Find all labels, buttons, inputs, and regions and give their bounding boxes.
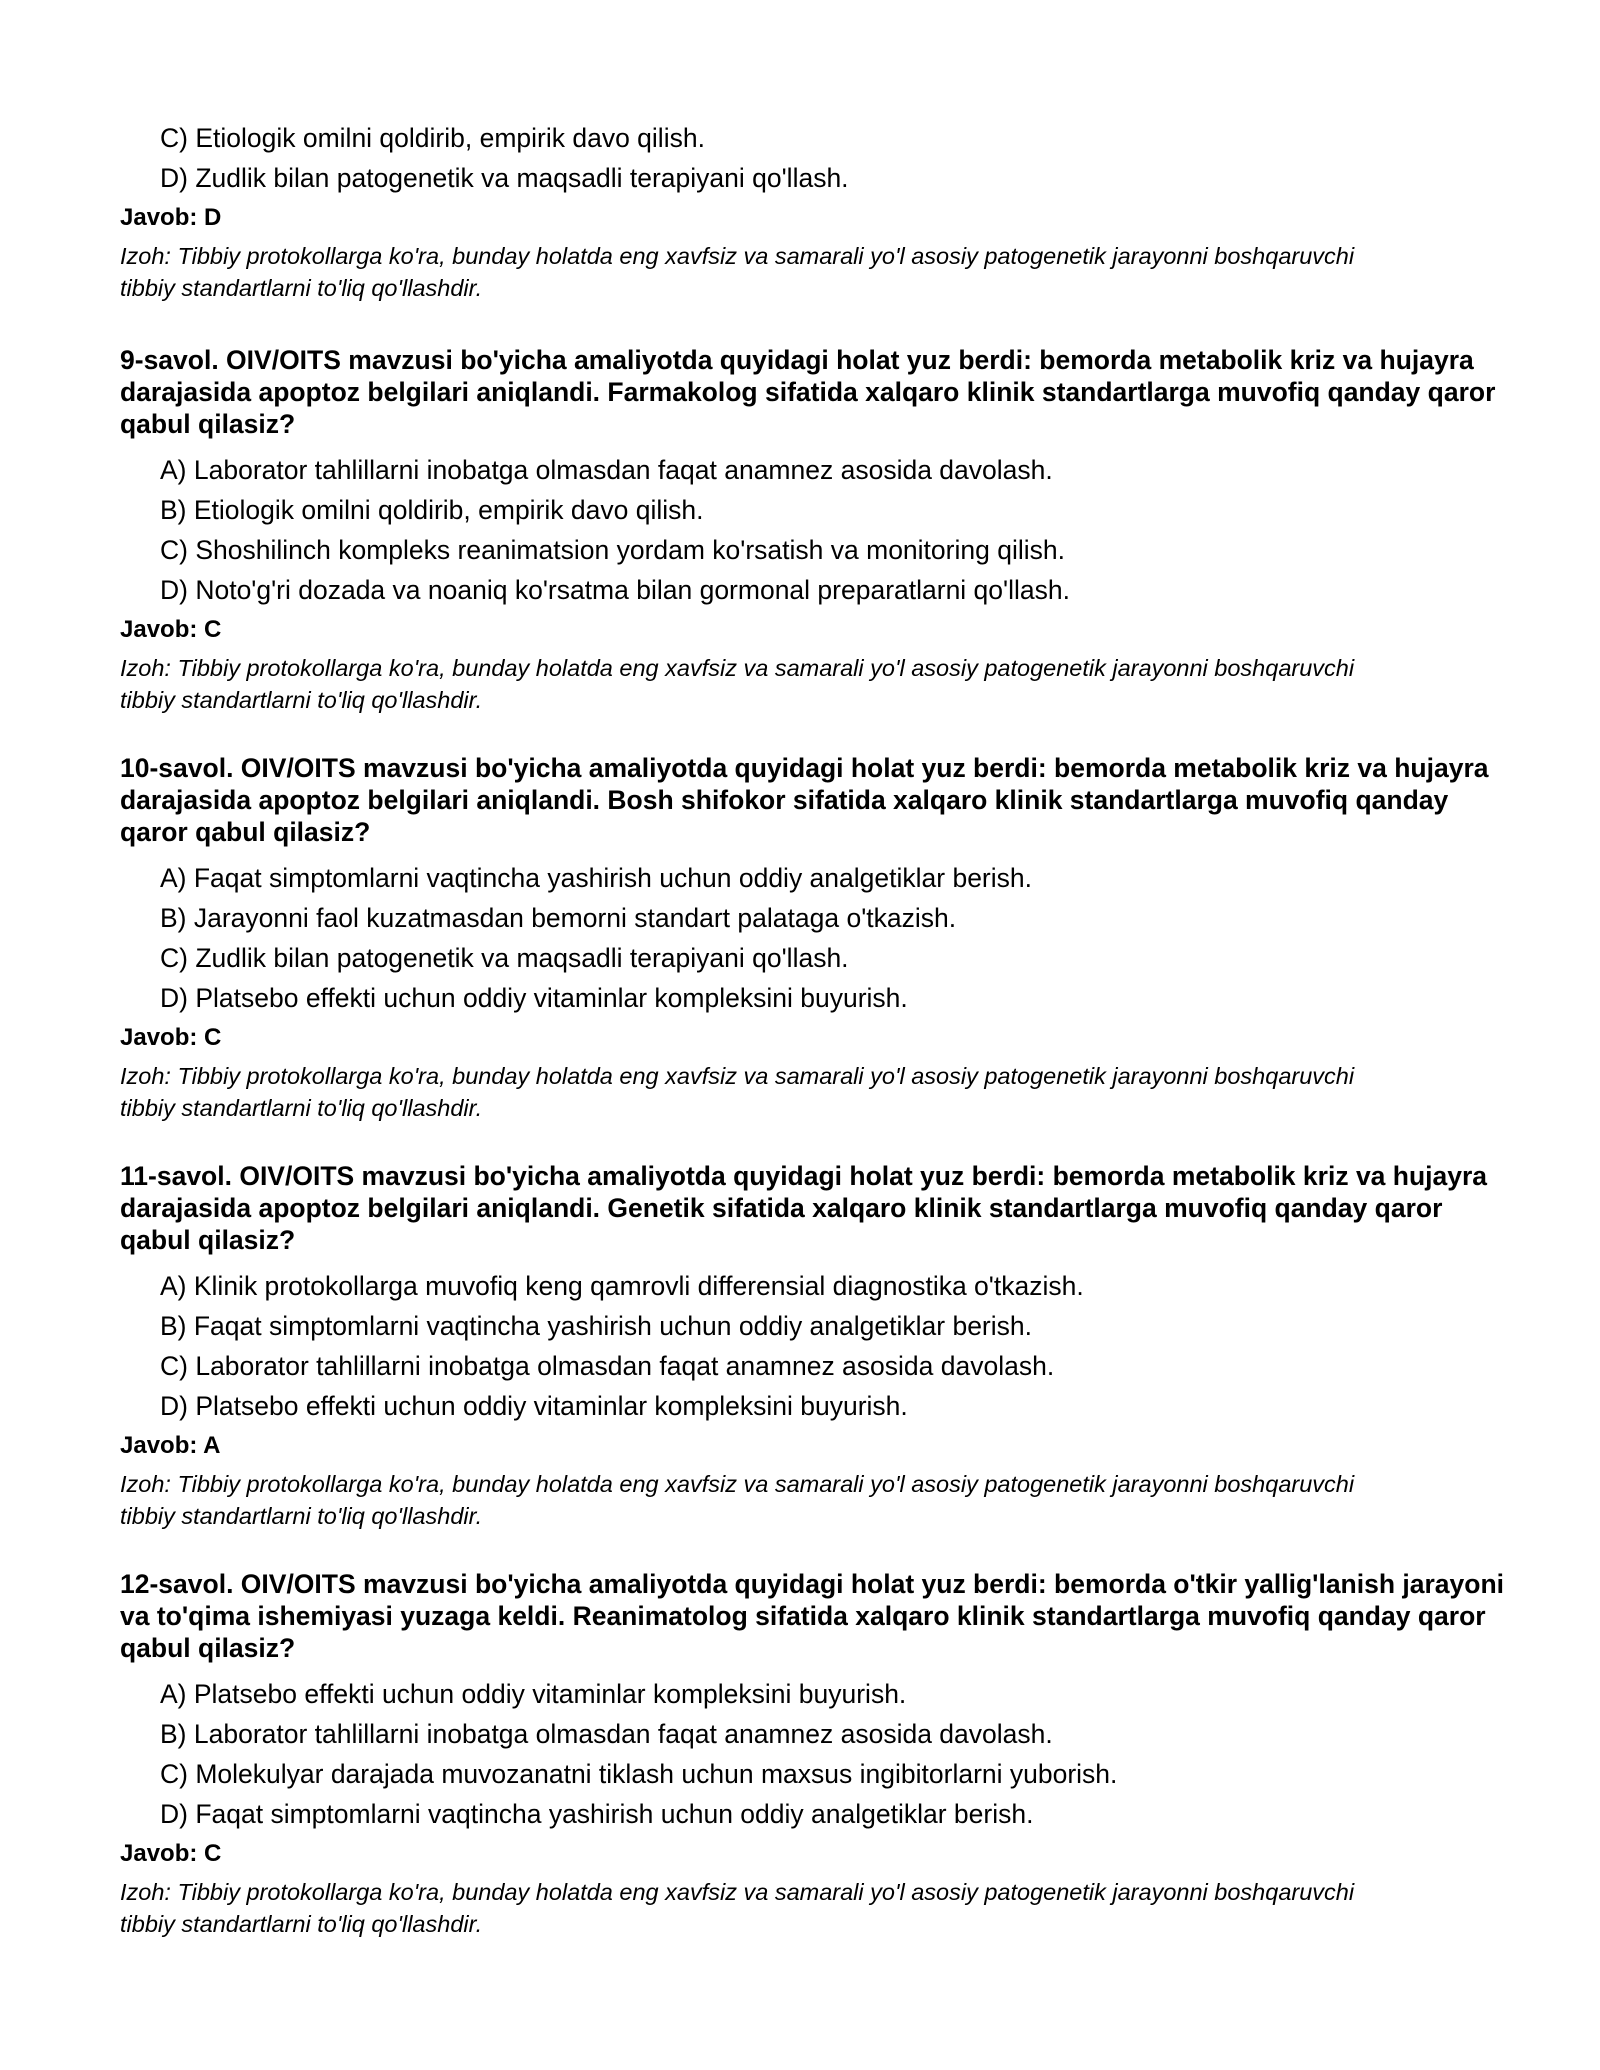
option-d: D) Zudlik bilan patogenetik va maqsadli terapiyani qo'llash.	[160, 163, 849, 193]
option-c: C) Etiologik omilni qoldirib, empirik davo qilish.	[160, 123, 705, 153]
question-10	[120, 752, 1500, 1124]
option-b: B) Etiologik omilni qoldirib, empirik davo qilish.	[160, 495, 704, 525]
answer-label: Javob: C	[120, 1024, 222, 1051]
explanation-note: Izoh: Tibbiy protokollarga ko'ra, bunday holatda eng xavfsiz va samarali yo'l asosiy patogenetik jarayonni boshqaruvchi tibbiy standartlarni to'liq qo'llashdir.	[120, 243, 1355, 301]
explanation-note: Izoh: Tibbiy protokollarga ko'ra, bunday holatda eng xavfsiz va samarali yo'l asosiy patogenetik jarayonni boshqaruvchi tibbiy standartlarni to'liq qo'llashdir.	[120, 1879, 1355, 1937]
option-c: C) Zudlik bilan patogenetik va maqsadli terapiyani qo'llash.	[160, 943, 849, 973]
explanation-note: Izoh: Tibbiy protokollarga ko'ra, bunday holatda eng xavfsiz va samarali yo'l asosiy patogenetik jarayonni boshqaruvchi tibbiy standartlarni to'liq qo'llashdir.	[120, 1063, 1355, 1121]
answer-label: Javob: A	[120, 1432, 221, 1459]
option-c: C) Shoshilinch kompleks reanimatsion yordam ko'rsatish va monitoring qilish.	[160, 535, 1065, 565]
option-b: B) Faqat simptomlarni vaqtincha yashirish uchun oddiy analgetiklar berish.	[160, 1311, 1032, 1341]
option-d: D) Platsebo effekti uchun oddiy vitaminlar kompleksini buyurish.	[160, 983, 908, 1013]
option-a: A) Laborator tahlillarni inobatga olmasdan faqat anamnez asosida davolash.	[160, 455, 1053, 485]
question-8-continuation	[120, 118, 1500, 304]
answer-label: Javob: C	[120, 616, 222, 643]
question-title: 11-savol. OIV/OITS mavzusi bo'yicha amaliyotda quyidagi holat yuz berdi: bemorda metabolik kriz va hujayra darajasida apoptoz belgilari aniqlandi. Genetik sifatida xalqaro klinik standartlarga muvofiq qanday qaror qabul qilasiz?	[120, 1161, 1488, 1255]
answer-label: Javob: D	[120, 204, 222, 231]
option-a: A) Platsebo effekti uchun oddiy vitaminlar kompleksini buyurish.	[160, 1679, 907, 1709]
option-d: D) Faqat simptomlarni vaqtincha yashirish uchun oddiy analgetiklar berish.	[160, 1799, 1034, 1829]
explanation-note: Izoh: Tibbiy protokollarga ko'ra, bunday holatda eng xavfsiz va samarali yo'l asosiy patogenetik jarayonni boshqaruvchi tibbiy standartlarni to'liq qo'llashdir.	[120, 1471, 1355, 1529]
answer-label: Javob: C	[120, 1840, 222, 1867]
option-b: B) Laborator tahlillarni inobatga olmasdan faqat anamnez asosida davolash.	[160, 1719, 1053, 1749]
option-c: C) Molekulyar darajada muvozanatni tiklash uchun maxsus ingibitorlarni yuborish.	[160, 1759, 1118, 1789]
option-a: A) Faqat simptomlarni vaqtincha yashirish uchun oddiy analgetiklar berish.	[160, 863, 1032, 893]
option-d: D) Platsebo effekti uchun oddiy vitaminlar kompleksini buyurish.	[160, 1391, 908, 1421]
question-11	[120, 1160, 1500, 1532]
question-title: 12-savol. OIV/OITS mavzusi bo'yicha amaliyotda quyidagi holat yuz berdi: bemorda o'tkir yallig'lanish jarayoni va to'qima ishemiyasi yuzaga keldi. Reanimatolog sifatida xalqaro klinik standartlarga muvofiq qanday qaror qabul qilasiz?	[120, 1569, 1505, 1663]
option-d: D) Noto'g'ri dozada va noaniq ko'rsatma bilan gormonal preparatlarni qo'llash.	[160, 575, 1070, 605]
question-title: 10-savol. OIV/OITS mavzusi bo'yicha amaliyotda quyidagi holat yuz berdi: bemorda metabolik kriz va hujayra darajasida apoptoz belgilari aniqlandi. Bosh shifokor sifatida xalqaro klinik standartlarga muvofiq qanday qaror qabul qilasiz?	[120, 753, 1489, 847]
question-9	[120, 344, 1500, 716]
explanation-note: Izoh: Tibbiy protokollarga ko'ra, bunday holatda eng xavfsiz va samarali yo'l asosiy patogenetik jarayonni boshqaruvchi tibbiy standartlarni to'liq qo'llashdir.	[120, 655, 1355, 713]
option-b: B) Jarayonni faol kuzatmasdan bemorni standart palataga o'tkazish.	[160, 903, 957, 933]
option-c: C) Laborator tahlillarni inobatga olmasdan faqat anamnez asosida davolash.	[160, 1351, 1055, 1381]
question-12	[120, 1568, 1505, 1940]
question-title: 9-savol. OIV/OITS mavzusi bo'yicha amaliyotda quyidagi holat yuz berdi: bemorda metabolik kriz va hujayra darajasida apoptoz belgilari aniqlandi. Farmakolog sifatida xalqaro klinik standartlarga muvofiq qanday qaror qabul qilasiz?	[120, 345, 1496, 439]
option-a: A) Klinik protokollarga muvofiq keng qamrovli differensial diagnostika o'tkazish.	[160, 1271, 1084, 1301]
